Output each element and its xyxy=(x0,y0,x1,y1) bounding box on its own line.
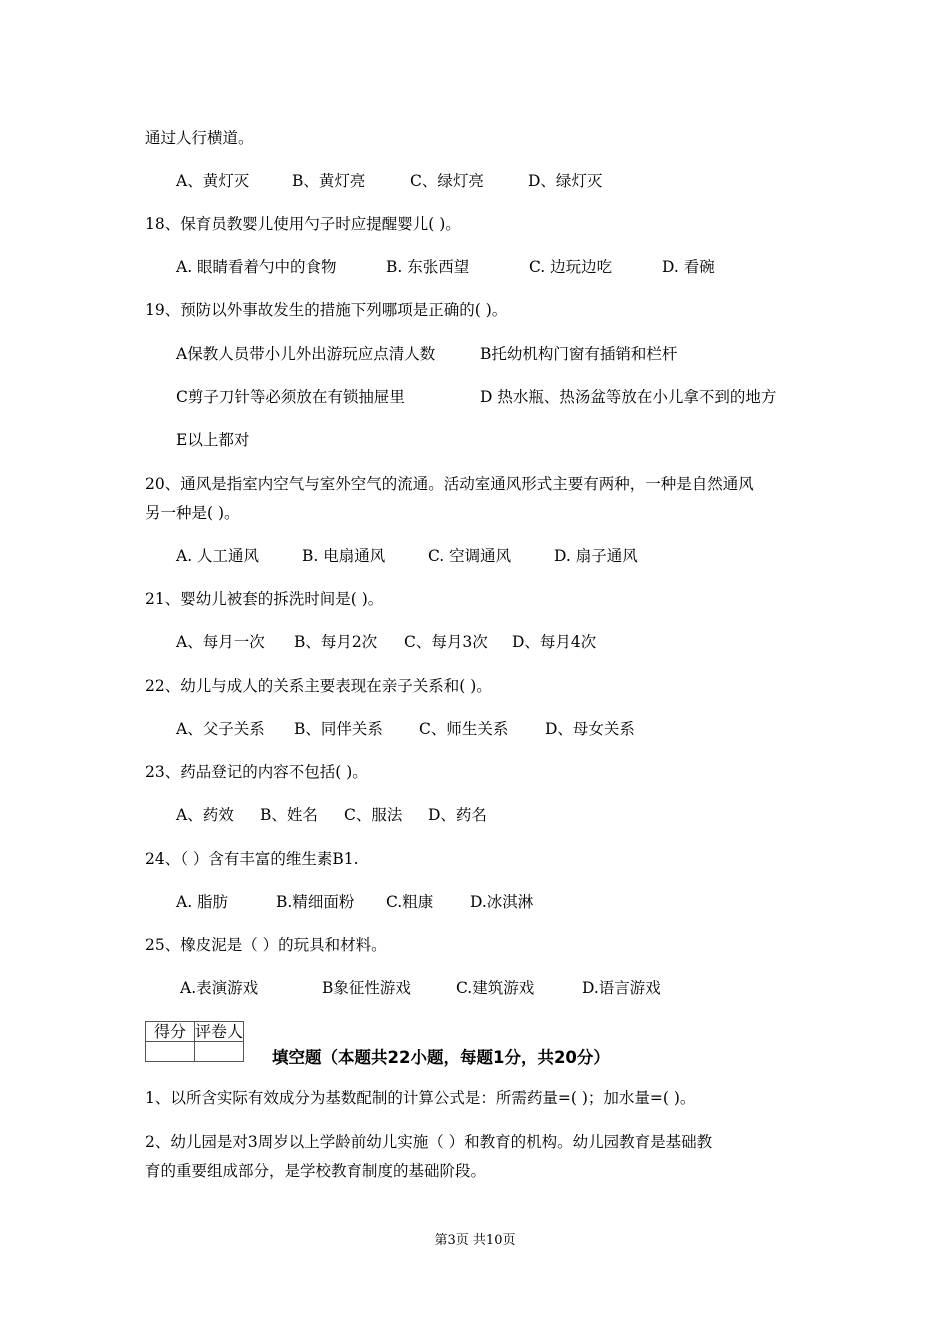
option-d[interactable]: D. 看碗 xyxy=(662,258,715,276)
option-b[interactable]: B、同伴关系 xyxy=(294,720,383,738)
fill-question-2-line-1: 2、幼儿园是对3周岁以上学龄前幼儿实施（ ）和教育的机构。幼儿园教育是基础教 xyxy=(145,1133,713,1151)
option-a[interactable]: A、父子关系 xyxy=(176,720,265,738)
question-20-line-2: 另一种是( )。 xyxy=(145,504,240,522)
question-18: 18、保育员教婴儿使用勺子时应提醒婴儿( )。 xyxy=(145,215,461,233)
question-23: 23、药品登记的内容不包括( )。 xyxy=(145,763,368,781)
option-c[interactable]: C.建筑游戏 xyxy=(456,979,535,997)
question-19-option-b[interactable]: B托幼机构门窗有插销和栏杆 xyxy=(480,345,678,363)
question-21-options xyxy=(176,632,596,652)
option-a[interactable]: A. 脂肪 xyxy=(176,893,229,911)
question-17-continuation: 通过人行横道。 xyxy=(145,129,254,147)
option-d[interactable]: D.冰淇淋 xyxy=(470,893,534,911)
option-b[interactable]: B.精细面粉 xyxy=(276,893,355,911)
option-d[interactable]: D、药名 xyxy=(428,806,487,824)
question-24: 24、（ ）含有丰富的维生素B1. xyxy=(145,850,359,868)
option-c[interactable]: C、服法 xyxy=(344,806,403,824)
question-17-options xyxy=(176,171,602,191)
score-label: 得分 xyxy=(146,1022,195,1042)
option-a[interactable]: A、每月一次 xyxy=(176,633,265,651)
page-footer: 第3页 共10页 xyxy=(434,1233,516,1248)
option-b[interactable]: B. 东张西望 xyxy=(386,258,470,276)
question-19-option-e[interactable]: E以上都对 xyxy=(176,431,250,449)
option-d[interactable]: D、每月4次 xyxy=(512,633,597,651)
option-c[interactable]: C. 空调通风 xyxy=(428,547,512,565)
option-a[interactable]: A. 人工通风 xyxy=(176,547,260,565)
score-table xyxy=(145,1021,244,1062)
grader-cell[interactable] xyxy=(195,1042,244,1062)
option-d[interactable]: D、绿灯灭 xyxy=(528,172,603,190)
question-19-option-c[interactable]: C剪子刀针等必须放在有锁抽屉里 xyxy=(176,388,405,406)
question-21: 21、婴幼儿被套的拆洗时间是( )。 xyxy=(145,590,384,608)
question-24-options xyxy=(176,892,533,912)
question-20-options xyxy=(176,546,638,566)
question-25: 25、橡皮泥是（ ）的玩具和材料。 xyxy=(145,936,387,954)
question-23-options xyxy=(176,805,487,825)
option-b[interactable]: B象征性游戏 xyxy=(322,979,411,997)
question-22-options xyxy=(176,719,635,739)
grader-label: 评卷人 xyxy=(195,1022,244,1041)
option-c[interactable]: C. 边玩边吃 xyxy=(529,258,613,276)
fill-question-2-line-2: 育的重要组成部分，是学校教育制度的基础阶段。 xyxy=(145,1162,487,1180)
option-c[interactable]: C、绿灯亮 xyxy=(410,172,484,190)
option-d[interactable]: D. 扇子通风 xyxy=(554,547,638,565)
question-20-line-1: 20、通风是指室内空气与室外空气的流通。活动室通风形式主要有两种，一种是自然通风 xyxy=(145,475,754,493)
question-22: 22、幼儿与成人的关系主要表现在亲子关系和( )。 xyxy=(145,677,492,695)
question-19-option-d[interactable]: D 热水瓶、热汤盆等放在小儿拿不到的地方 xyxy=(480,388,777,406)
question-19-option-a[interactable]: A保教人员带小儿外出游玩应点清人数 xyxy=(176,345,436,363)
option-b[interactable]: B、姓名 xyxy=(260,806,318,824)
fill-question-1: 1、以所含实际有效成分为基数配制的计算公式是：所需药量=( )；加水量=( )。 xyxy=(145,1089,696,1107)
option-a[interactable]: A.表演游戏 xyxy=(180,979,259,997)
option-d[interactable]: D.语言游戏 xyxy=(582,979,661,997)
option-c[interactable]: C.粗康 xyxy=(386,893,434,911)
question-25-options xyxy=(180,978,661,998)
option-a[interactable]: A、黄灯灭 xyxy=(176,172,250,190)
option-d[interactable]: D、母女关系 xyxy=(545,720,635,738)
option-b[interactable]: B、每月2次 xyxy=(294,633,378,651)
section-title: 填空题（本题共22小题，每题1分，共20分） xyxy=(272,1048,610,1067)
option-b[interactable]: B、黄灯亮 xyxy=(292,172,366,190)
option-c[interactable]: C、师生关系 xyxy=(419,720,509,738)
option-c[interactable]: C、每月3次 xyxy=(404,633,488,651)
option-a[interactable]: A、药效 xyxy=(176,806,234,824)
option-b[interactable]: B. 电扇通风 xyxy=(302,547,386,565)
question-18-options xyxy=(176,257,715,277)
question-19: 19、预防以外事故发生的措施下列哪项是正确的( )。 xyxy=(145,301,508,319)
score-cell[interactable] xyxy=(146,1042,195,1062)
option-a[interactable]: A. 眼睛看着勺中的食物 xyxy=(176,258,337,276)
